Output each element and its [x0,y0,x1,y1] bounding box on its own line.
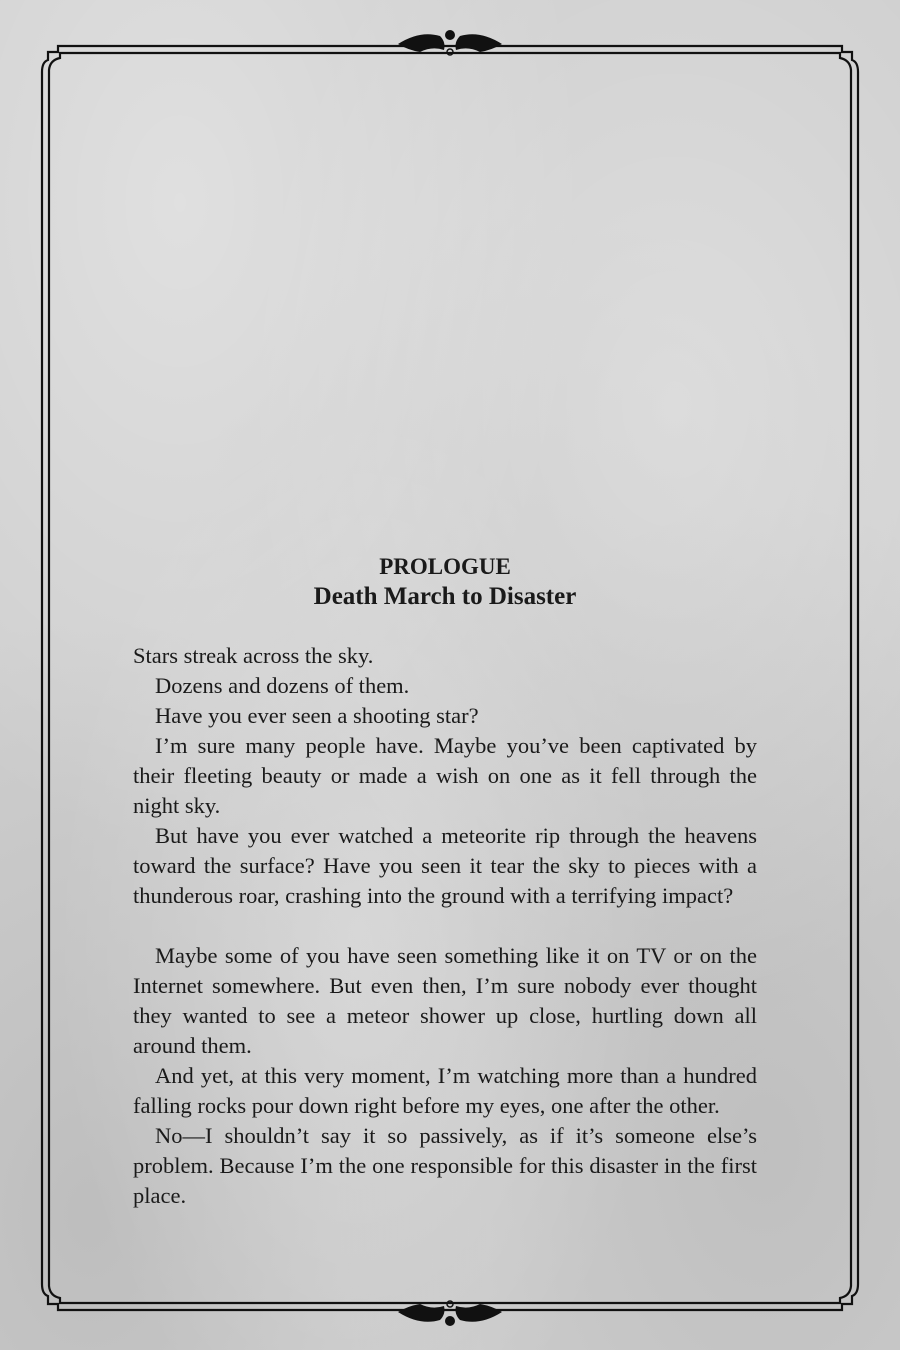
bottom-ornament-icon [398,1301,502,1326]
paragraph: Have you ever seen a shooting star? [155,703,479,728]
paragraph: Stars streak across the sky. [133,643,374,668]
chapter-heading [133,552,757,612]
chapter-label: PROLOGUE [379,554,511,579]
paragraph: I’m sure many people have. Maybe you’ve been captivated by their fleeting beauty or made a wish on one as it fell through the night sky. [133,733,757,818]
paragraph: Maybe some of you have seen something like it on TV or on the Internet somewhere. But even then, I’m sure nobody ever thought they wanted to see a meteor shower up close, hurtling down all around them. [133,943,757,1058]
paragraph: But have you ever watched a meteorite rip through the heavens toward the surface? Have you seen it tear the sky to pieces with a thunderous roar, crashing into the ground with a terrifying impact? [133,823,757,908]
chapter-title: Death March to Disaster [313,583,577,610]
paragraph: And yet, at this very moment, I’m watching more than a hundred falling rocks pour down right before my eyes, one after the other. [133,1063,757,1118]
chapter-body [133,641,757,1211]
top-ornament-icon [398,30,502,55]
paragraph: Dozens and dozens of them. [155,673,410,698]
paragraph: No—I shouldn’t say it so passively, as if it’s someone else’s problem. Because I’m the one responsible for this disaster in the first place. [133,1123,757,1208]
